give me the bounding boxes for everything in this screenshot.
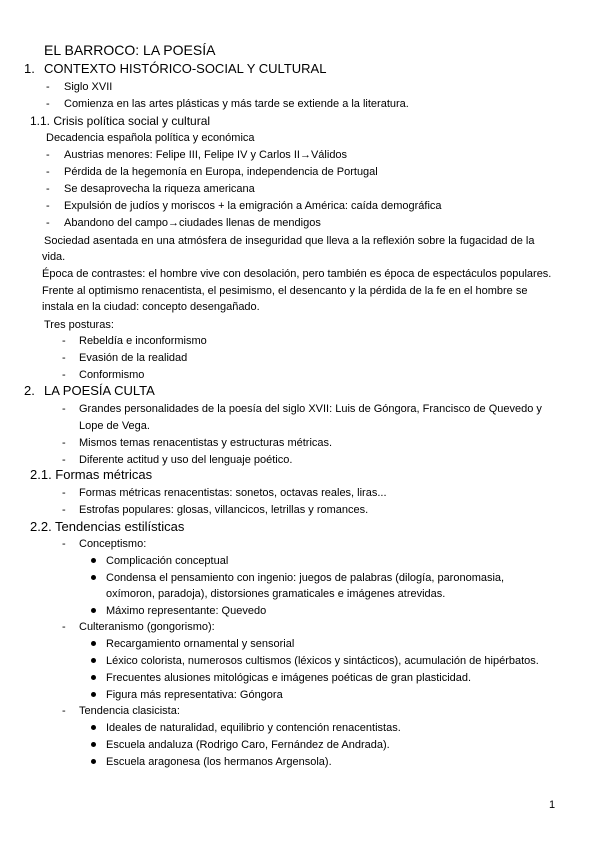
dash-marker: - (62, 705, 66, 717)
section-1-1-heading: 1.1. Crisis política social y cultural (30, 114, 211, 128)
dash-marker: - (46, 98, 50, 110)
bullet-item: Escuela aragonesa (los hermanos Argensola). (106, 756, 332, 768)
dash-marker: - (46, 81, 50, 93)
list-item: Siglo XVII (64, 81, 113, 93)
list-item: Formas métricas renacentistas: sonetos, octavas reales, liras... (79, 487, 387, 499)
paragraph-line: instala en la ciudad: concepto desengañado. (42, 301, 260, 313)
paragraph-line: vida. (42, 251, 66, 263)
section-2-2-heading: 2.2. Tendencias estilísticas (30, 519, 185, 534)
dash-marker: - (46, 166, 50, 178)
conceptismo-label: Conceptismo: (79, 538, 147, 550)
dash-marker: - (62, 504, 66, 516)
dash-marker: - (62, 403, 66, 415)
bullet-dot (91, 742, 96, 747)
dash-marker: - (62, 621, 66, 633)
list-item: Austrias menores: Felipe III, Felipe IV y Carlos II→Válidos (64, 149, 348, 161)
list-item: Evasión de la realidad (79, 352, 188, 364)
dash-marker: - (46, 149, 50, 161)
dash-marker: - (62, 487, 66, 499)
list-item: Rebeldía e inconformismo (79, 335, 207, 347)
list-item: Diferente actitud y uso del lenguaje poético. (79, 454, 293, 466)
list-item: Se desaprovecha la riqueza americana (64, 183, 255, 195)
page-title: EL BARROCO: LA POESÍA (44, 42, 216, 58)
bullet-item: Figura más representativa: Góngora (106, 689, 283, 701)
list-item: Abandono del campo→ciudades llenas de mendigos (64, 217, 321, 229)
dash-marker: - (62, 437, 66, 449)
bullet-dot (91, 675, 96, 680)
bullet-item: Escuela andaluza (Rodrigo Caro, Fernández de Andrada). (106, 739, 390, 751)
section-1-heading: CONTEXTO HISTÓRICO-SOCIAL Y CULTURAL (44, 61, 327, 76)
bullet-dot (91, 692, 96, 697)
bullet-item: Máximo representante: Quevedo (106, 605, 267, 617)
culteranismo-label: Culteranismo (gongorismo): (79, 621, 215, 633)
bullet-item: Frecuentes alusiones mitológicas e imágenes poéticas de gran plasticidad. (106, 672, 472, 684)
bullet-item: Complicación conceptual (106, 555, 229, 567)
bullet-item: Recargamiento ornamental y sensorial (106, 638, 295, 650)
postures-label: Tres posturas: (44, 319, 114, 331)
section-intro: Decadencia española política y económica (46, 132, 255, 144)
bullet-dot (91, 575, 96, 580)
list-item: Pérdida de la hegemonía en Europa, independencia de Portugal (64, 166, 378, 178)
bullet-item: Ideales de naturalidad, equilibrio y contención renacentistas. (106, 722, 401, 734)
dash-marker: - (46, 200, 50, 212)
bullet-dot (91, 608, 96, 613)
dash-marker: - (46, 183, 50, 195)
bullet-dot (91, 759, 96, 764)
bullet-item-continuation: oxímoron, paradoja), distorsiones gramaticales e imágenes atrevidas. (106, 588, 446, 600)
list-item: Grandes personalidades de la poesía del siglo XVII: Luis de Góngora, Francisco de Quevedo y (79, 403, 542, 415)
dash-marker: - (62, 538, 66, 550)
list-item-continuation: Lope de Vega. (79, 420, 150, 432)
bullet-dot (91, 641, 96, 646)
section-1-number: 1. (24, 61, 35, 76)
bullet-dot (91, 558, 96, 563)
list-item: Comienza en las artes plásticas y más tarde se extiende a la literatura. (64, 98, 409, 110)
section-2-heading: LA POESÍA CULTA (44, 383, 155, 398)
bullet-item: Léxico colorista, numerosos cultismos (léxicos y sintácticos), acumulación de hipérbatos. (106, 655, 539, 667)
bullet-dot (91, 725, 96, 730)
page-number: 1 (549, 799, 556, 811)
section-2-1-heading: 2.1. Formas métricas (30, 467, 153, 482)
section-2-number: 2. (24, 383, 35, 398)
clasicista-label: Tendencia clasicista: (79, 705, 180, 717)
paragraph-line: Frente al optimismo renacentista, el pesimismo, el desencanto y la pérdida de la fe en el hombre se (42, 285, 528, 297)
paragraph-line: Sociedad asentada en una atmósfera de inseguridad que lleva a la reflexión sobre la fugacidad de la (44, 235, 535, 247)
list-item: Expulsión de judíos y moriscos + la emigración a América: caída demográfica (64, 200, 442, 212)
dash-marker: - (62, 369, 66, 381)
dash-marker: - (62, 454, 66, 466)
bullet-dot (91, 658, 96, 663)
list-item: Estrofas populares: glosas, villancicos, letrillas y romances. (79, 504, 369, 516)
list-item: Mismos temas renacentistas y estructuras métricas. (79, 437, 333, 449)
dash-marker: - (62, 352, 66, 364)
dash-marker: - (46, 217, 50, 229)
bullet-item: Condensa el pensamiento con ingenio: juegos de palabras (dilogía, paronomasia, (106, 572, 505, 584)
paragraph-line: Época de contrastes: el hombre vive con desolación, pero también es época de espectáculos populares. (42, 268, 552, 280)
dash-marker: - (62, 335, 66, 347)
list-item: Conformismo (79, 369, 145, 381)
